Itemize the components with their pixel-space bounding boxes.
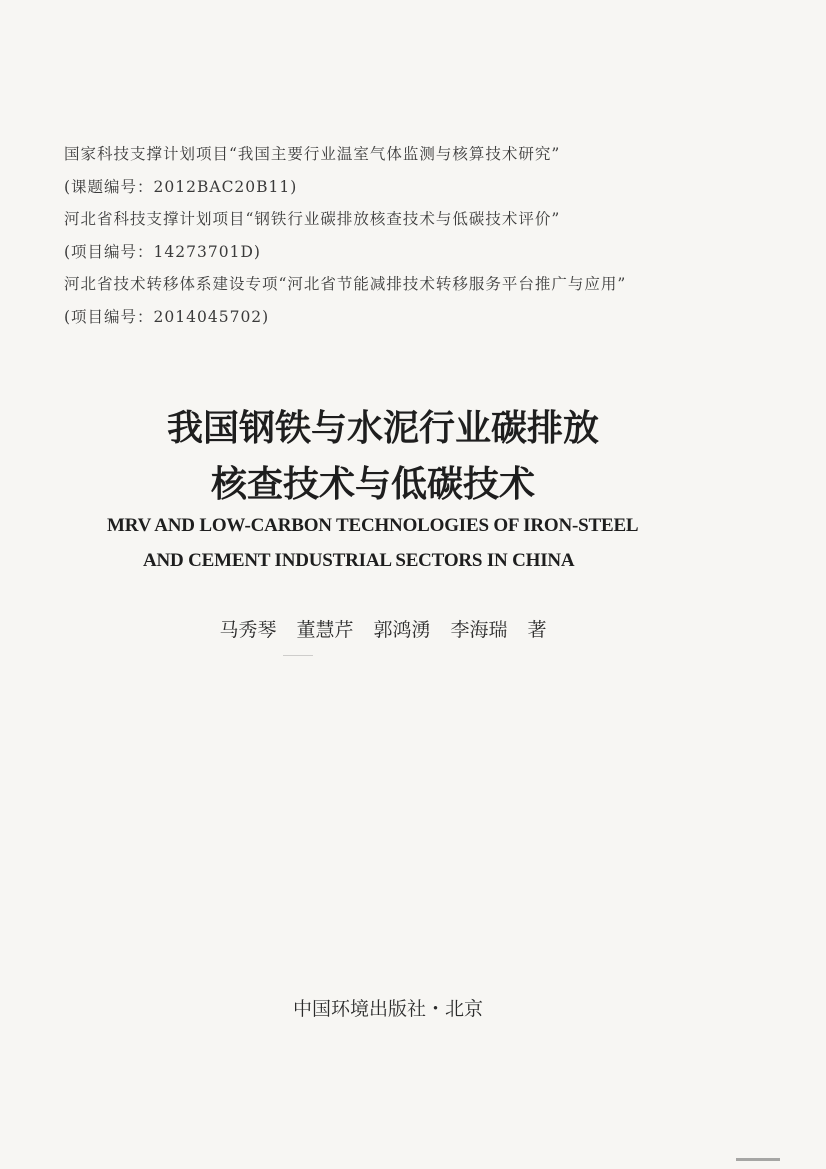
publisher: 中国环境出版社・北京 (292, 998, 483, 1020)
author-name: 郭鸿湧 (373, 619, 431, 641)
author-name: 董慧芹 (296, 619, 354, 641)
author-role: 著 (527, 619, 547, 641)
book-title-line-2: 核查技术与低碳技术 (210, 464, 535, 505)
funding-line: (课题编号：2012BAC20B11) (64, 177, 298, 196)
funding-line: (项目编号：14273701D) (64, 242, 261, 261)
english-title-line-1: MRV AND LOW-CARBON TECHNOLOGIES OF IRON-STEEL (107, 515, 639, 536)
scan-artifact (736, 1158, 780, 1161)
funding-line: 河北省技术转移体系建设专项“河北省节能减排技术转移服务平台推广与应用” (64, 275, 627, 293)
scan-artifact (283, 655, 313, 656)
english-title-line-2: AND CEMENT INDUSTRIAL SECTORS IN CHINA (143, 550, 575, 571)
author-name: 马秀琴 (219, 619, 277, 641)
funding-line: 河北省科技支撑计划项目“钢铁行业碳排放核查技术与低碳技术评价” (64, 210, 561, 228)
book-title-line-1: 我国钢铁与水泥行业碳排放 (166, 408, 599, 449)
funding-line: (项目编号：2014045702) (64, 307, 270, 326)
funding-info (64, 138, 764, 333)
authors (0, 615, 796, 642)
author-name: 李海瑞 (450, 619, 508, 641)
funding-line: 国家科技支撑计划项目“我国主要行业温室气体监测与核算技术研究” (64, 145, 561, 163)
